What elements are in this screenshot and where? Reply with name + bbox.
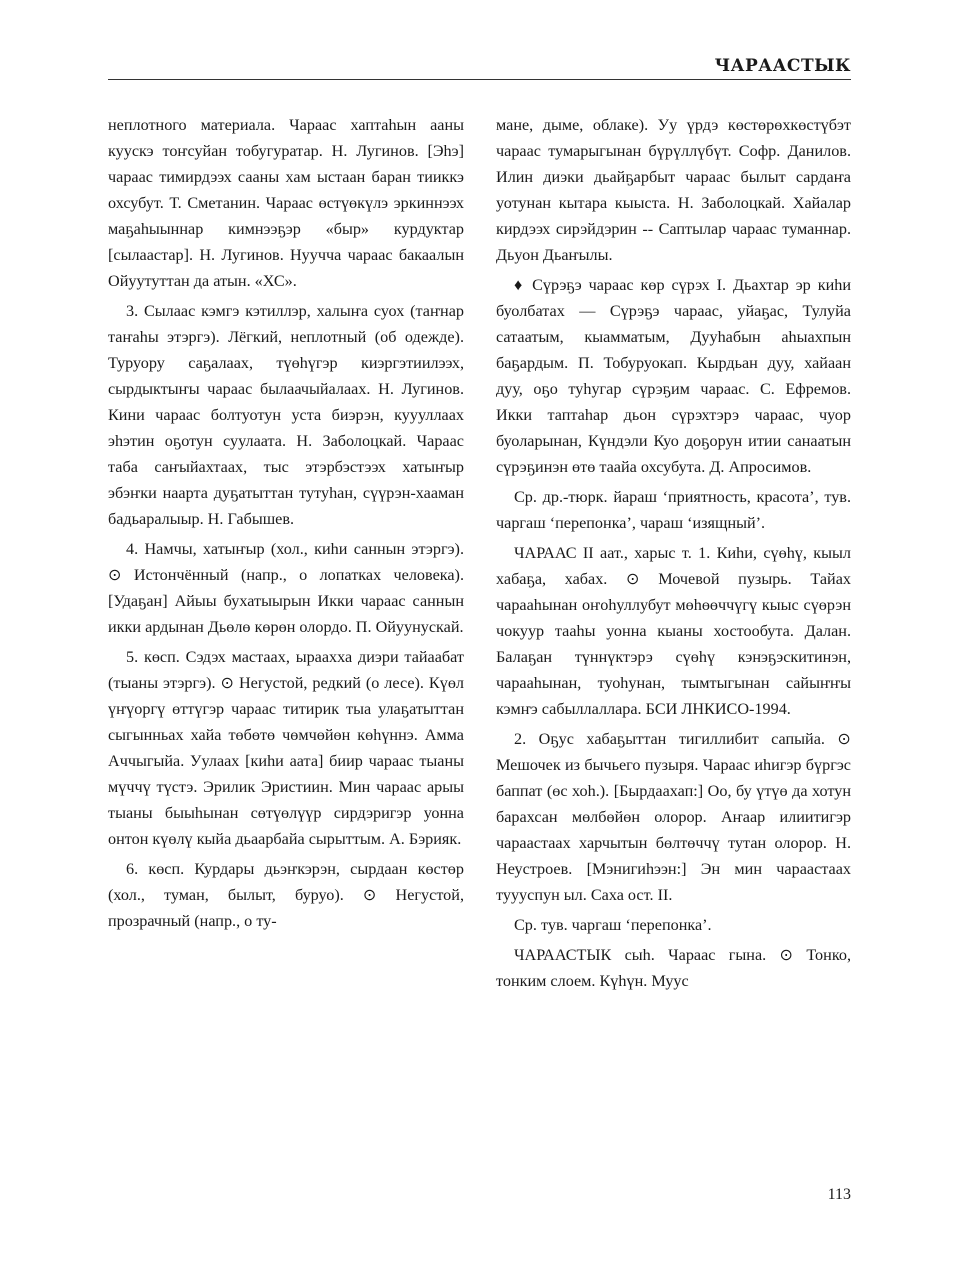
running-header: ЧАРААСТЫК: [714, 56, 851, 76]
paragraph: Ср. др.-тюрк. йараш ‘приятность, красота’, тув. чаргаш ‘перепонка’, чараш ‘изящный’.: [496, 488, 851, 532]
left-column: [108, 112, 464, 938]
paragraph: 3. Сылаас кэмгэ кэтиллэр, халыҥа суох (таҥнар таҥаһы этэргэ). Лёгкий, неплотный (об одежде). Туруору саҕалаах, түөһүгэр киэргэтиилээх, сырдыктыҥы чараас былаачыйалаах. Н. Лугинов. Кини чараас болтуотун уста биэрэн, куууллаах эһэтин оҕотун суулаата. Н. Заболоцкай. Чараас таба саҥыйахтаах, тыс этэрбэстээх хатыҥыр эбэҥки наарта дуҕатыттан тутуһан, сүүрэн-хааман бадьаралыыр. Н. Габышев.: [108, 302, 464, 528]
entry-heading-paragraph: ЧАРААС II аат., харыс т. 1. Киһи, сүөһү, кыыл хабаҕа, хабах. ⊙ Мочевой пузырь. Тайах чарааһынан оҥоһуллубут мөһөөччүгү кыыс сүөрэн чокуур тааһы уонна кыаны хостообута. Далан. Балаҕан түннүктэрэ сүөһү кэнэҕэскитинэн, чарааһынан, туоһунан, тымтыгынан сайыҥҥы кэмҥэ сабыллаллара. БСИ ЛНКИСО-1994.: [496, 544, 851, 718]
paragraph: 5. көсп. Сэдэх мастаах, ыраахха диэри тайаабат (тыаны этэргэ). ⊙ Негустой, редкий (о лесе). Күөл үҥүоргү өттүгэр чараас титирик тыа улаҕатыттан сыгынньах хайа төбөтө чөмчөйөн көһүннэ. Амма Аччыгыйа. Уулаах [киһи аата] биир чараас тыаны мүччү түстэ. Эрилик Эристиин. Мин чараас арыы тыаны быыһынан сөтүөлүүр сирдэригэр уонна онтон күөлү кыйа дьаарбайа сырыттым. А. Бэрияк.: [108, 648, 464, 848]
paragraph: Ср. тув. чаргаш ‘перепонка’.: [514, 916, 712, 934]
paragraph: 4. Намчы, хатыҥыр (хол., киһи саннын этэргэ). ⊙ Истончённый (напр., о лопатках человека). [Удаҕан] Айыы бухатыырын Икки чараас саннын икки ардынан Дьөлө көрөн олордо. П. Ойуунускай.: [108, 540, 464, 636]
page-number: 113: [827, 1186, 851, 1203]
paragraph: 6. көсп. Курдары дьэҥкэрэн, сырдаан көстөр (хол., туман, былыт, буруо). ⊙ Негустой, прозрачный (напр., о ту-: [108, 860, 464, 930]
header-rule: [108, 79, 851, 80]
paragraph: неплотного материала. Чараас хаптаһын ааны куускэ тоҥсуйан тобугуратар. Н. Лугинов. [Эһэ] чараас тимирдээх сааны хам ыстаан баран тииккэ охсубут. Т. Сметанин. Чараас өстүөкүлэ эркиннээх маҕаһыыннар кимнээҕэр «быр» курдуктар [сылаастар]. Н. Лугинов. Нуучча чараас бакаалын Ойуутуттан да атын. «ХС».: [108, 116, 464, 290]
paragraph: мане, дыме, облаке). Уу үрдэ көстөрөхкөстүбэт чараас тумарыгынан бүрүллүбүт. Софр. Данилов. Илин диэки дьайҕарбыт чараас былыт сардаҥа уотунан кытара кыыста. Н. Заболоцкай. Хайалар кирдээх сирэйдэрин -- Саптылар чараас туманнар. Дьуон Дьаҥылы.: [496, 116, 851, 264]
right-column: [496, 112, 851, 998]
entry-heading-paragraph: ЧАРААСТЫК сыһ. Чараас гына. ⊙ Тонко, тонким слоем. Күһүн. Муус: [496, 946, 851, 990]
paragraph: ♦ Сүрэҕэ чараас көр сүрэх I. Дьахтар эр киһи буолбатах — Сүрэҕэ чараас, уйаҕас, Тулуйа сатаатым, кыамматым, Дууһабын аһыахпын баҕардым. П. Тобуруокап. Кырдьан дуу, хайаан дуу, оҕо туһугар сүрэҕим чараас. С. Ефремов. Икки таптаһар дьон сүрэхтэрэ чараас, чуор буоларынан, Күндэли Куо доҕорун итии санаатын сүрэҕинэн өтө таайа охсубута. Д. Апросимов.: [496, 276, 851, 476]
paragraph: 2. Оҕус хабаҕыттан тигиллибит сапыйа. ⊙ Мешочек из бычьего пузыря. Чараас иһигэр бүргэс баппат (өс хоһ.). [Бырдаахап:] Оо, бу үтүө да хотун барахсан мөлбөйөн олорор. Аҥаар илиитигэр чараастаах харчытын бөлтөччү тутан олорор. Н. Неустроев. [Мэнигиһээн:] Эн мин чараастаах туууспун ыл. Саха ост. II.: [496, 730, 851, 904]
